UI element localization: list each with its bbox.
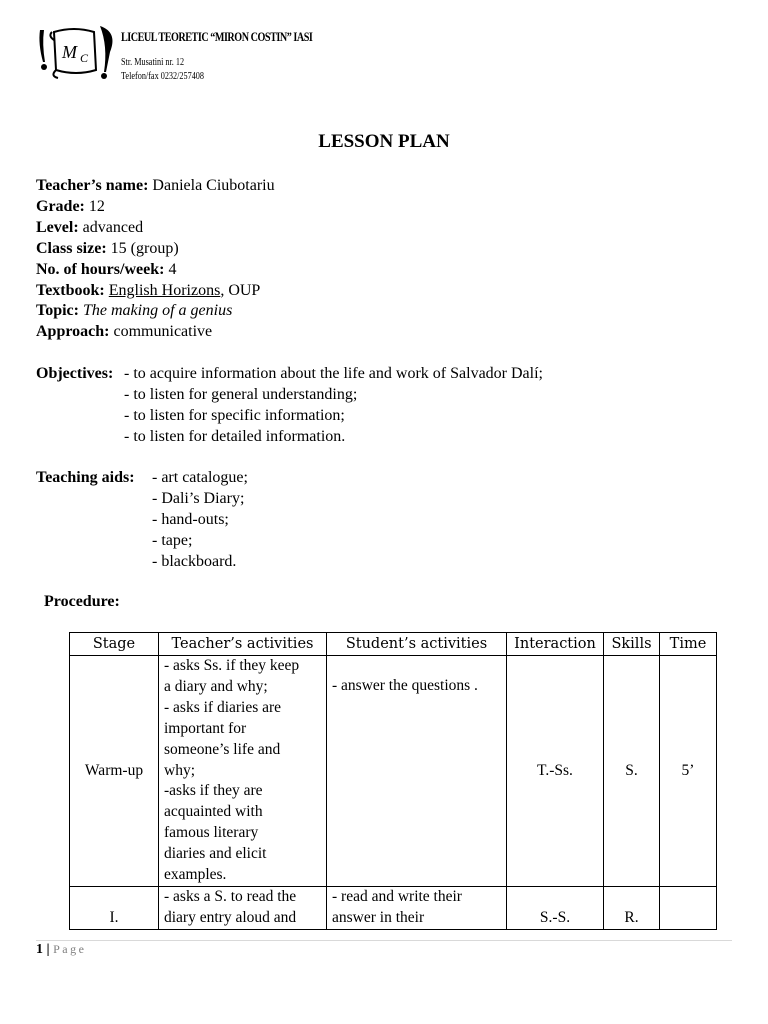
school-address	[121, 56, 204, 84]
interaction-cell: T.-Ss.	[507, 656, 604, 887]
topic-label: Topic:	[36, 302, 79, 320]
table-header-row	[70, 633, 717, 656]
approach-label: Approach:	[36, 323, 110, 341]
procedure-label: Procedure:	[44, 593, 120, 610]
textbook-suffix: , OUP	[220, 281, 261, 299]
topic-row	[36, 301, 275, 322]
stage-cell: I.	[70, 886, 159, 929]
teacher-line: famous literary	[164, 824, 259, 842]
teacher-line: someone’s life and	[164, 740, 281, 758]
phone-line: Telefon/fax 0232/257408	[121, 71, 205, 82]
aid-item: - Dali’s Diary;	[152, 490, 245, 507]
class-size-label: Class size:	[36, 239, 107, 257]
objectives-list	[124, 363, 543, 447]
approach-row	[36, 322, 275, 343]
page-word: Page	[53, 942, 87, 956]
hours-value: 4	[168, 260, 177, 278]
teacher-activities-cell	[159, 886, 327, 929]
column-header-interaction: Interaction	[507, 633, 604, 656]
teacher-label: Teacher’s name:	[36, 177, 149, 194]
time-cell: 5’	[660, 656, 717, 887]
textbook-label: Textbook:	[36, 281, 105, 299]
teacher-line: - asks a S. to read the	[164, 887, 297, 905]
teacher-line: a diary and why;	[164, 677, 268, 695]
student-activities-cell	[327, 886, 507, 929]
interaction-cell: S.-S.	[507, 886, 604, 929]
column-header-stage: Stage	[70, 633, 159, 656]
class-size-value: 15 (group)	[110, 239, 179, 257]
time-cell	[660, 886, 717, 929]
aid-item: - tape;	[152, 532, 193, 549]
column-header-time: Time	[660, 633, 717, 656]
teacher-activities-cell	[159, 656, 327, 887]
teacher-row	[36, 176, 275, 197]
teacher-line: - asks Ss. if they keep	[164, 657, 300, 674]
student-line: answer in their	[332, 908, 425, 926]
table-row	[70, 656, 717, 887]
textbook-row	[36, 281, 275, 302]
teacher-line: important for	[164, 719, 247, 737]
textbook-value: English Horizons	[108, 281, 221, 299]
teaching-aids-list	[152, 467, 248, 572]
teacher-line: acquainted with	[164, 803, 263, 821]
approach-value: communicative	[113, 323, 213, 341]
teacher-line: why;	[164, 761, 195, 779]
footer-divider	[36, 940, 732, 941]
teacher-line: diaries and elicit	[164, 845, 267, 863]
objectives-label: Objectives:	[36, 365, 114, 382]
address-line: Str. Musatini nr. 12	[121, 57, 185, 68]
grade-row	[36, 197, 275, 218]
teacher-line: diary entry aloud and	[164, 908, 297, 926]
table-row	[70, 886, 717, 929]
column-header-skills: Skills	[604, 633, 660, 656]
teacher-value: Daniela Ciubotariu	[152, 177, 275, 194]
page-number: 1	[36, 942, 43, 957]
level-value: advanced	[82, 218, 144, 236]
aid-item: - art catalogue;	[152, 469, 248, 486]
objective-item: - to listen for specific information;	[124, 407, 345, 424]
grade-value: 12	[88, 197, 105, 215]
svg-text:C: C	[80, 51, 89, 65]
teacher-line: -asks if they are	[164, 782, 263, 800]
student-activities-cell	[327, 656, 507, 887]
aid-item: - blackboard.	[152, 553, 237, 570]
grade-label: Grade:	[36, 197, 85, 215]
student-line: - read and write their	[332, 887, 462, 905]
hours-label: No. of hours/week:	[36, 260, 165, 278]
level-row	[36, 218, 275, 239]
page-separator: |	[46, 942, 50, 957]
objective-item: - to acquire information about the life and work of Salvador Dalí;	[124, 365, 543, 382]
school-name: LICEUL TEORETIC “MIRON COSTIN” IASI	[121, 29, 313, 44]
stage-cell: Warm-up	[70, 656, 159, 887]
topic-value: The making of a genius	[82, 302, 233, 320]
aid-item: - hand-outs;	[152, 511, 229, 528]
teacher-line: examples.	[164, 866, 227, 884]
school-logo	[34, 22, 124, 86]
level-label: Level:	[36, 218, 79, 236]
class-size-row	[36, 239, 275, 260]
hours-row	[36, 260, 275, 281]
skills-cell: R.	[604, 886, 660, 929]
teacher-line: - asks if diaries are	[164, 698, 282, 716]
skills-cell: S.	[604, 656, 660, 887]
page-footer	[36, 942, 86, 958]
objective-item: - to listen for detailed information.	[124, 428, 346, 445]
lesson-info	[36, 176, 275, 343]
procedure-table	[69, 632, 717, 930]
teaching-aids-label: Teaching aids:	[36, 469, 135, 486]
objective-item: - to listen for general understanding;	[124, 386, 358, 403]
column-header-student: Student’s activities	[327, 633, 507, 656]
column-header-teacher: Teacher’s activities	[159, 633, 327, 656]
page-title: LESSON PLAN	[318, 131, 450, 152]
student-line: - answer the questions .	[332, 677, 478, 694]
svg-text:M: M	[62, 42, 77, 62]
